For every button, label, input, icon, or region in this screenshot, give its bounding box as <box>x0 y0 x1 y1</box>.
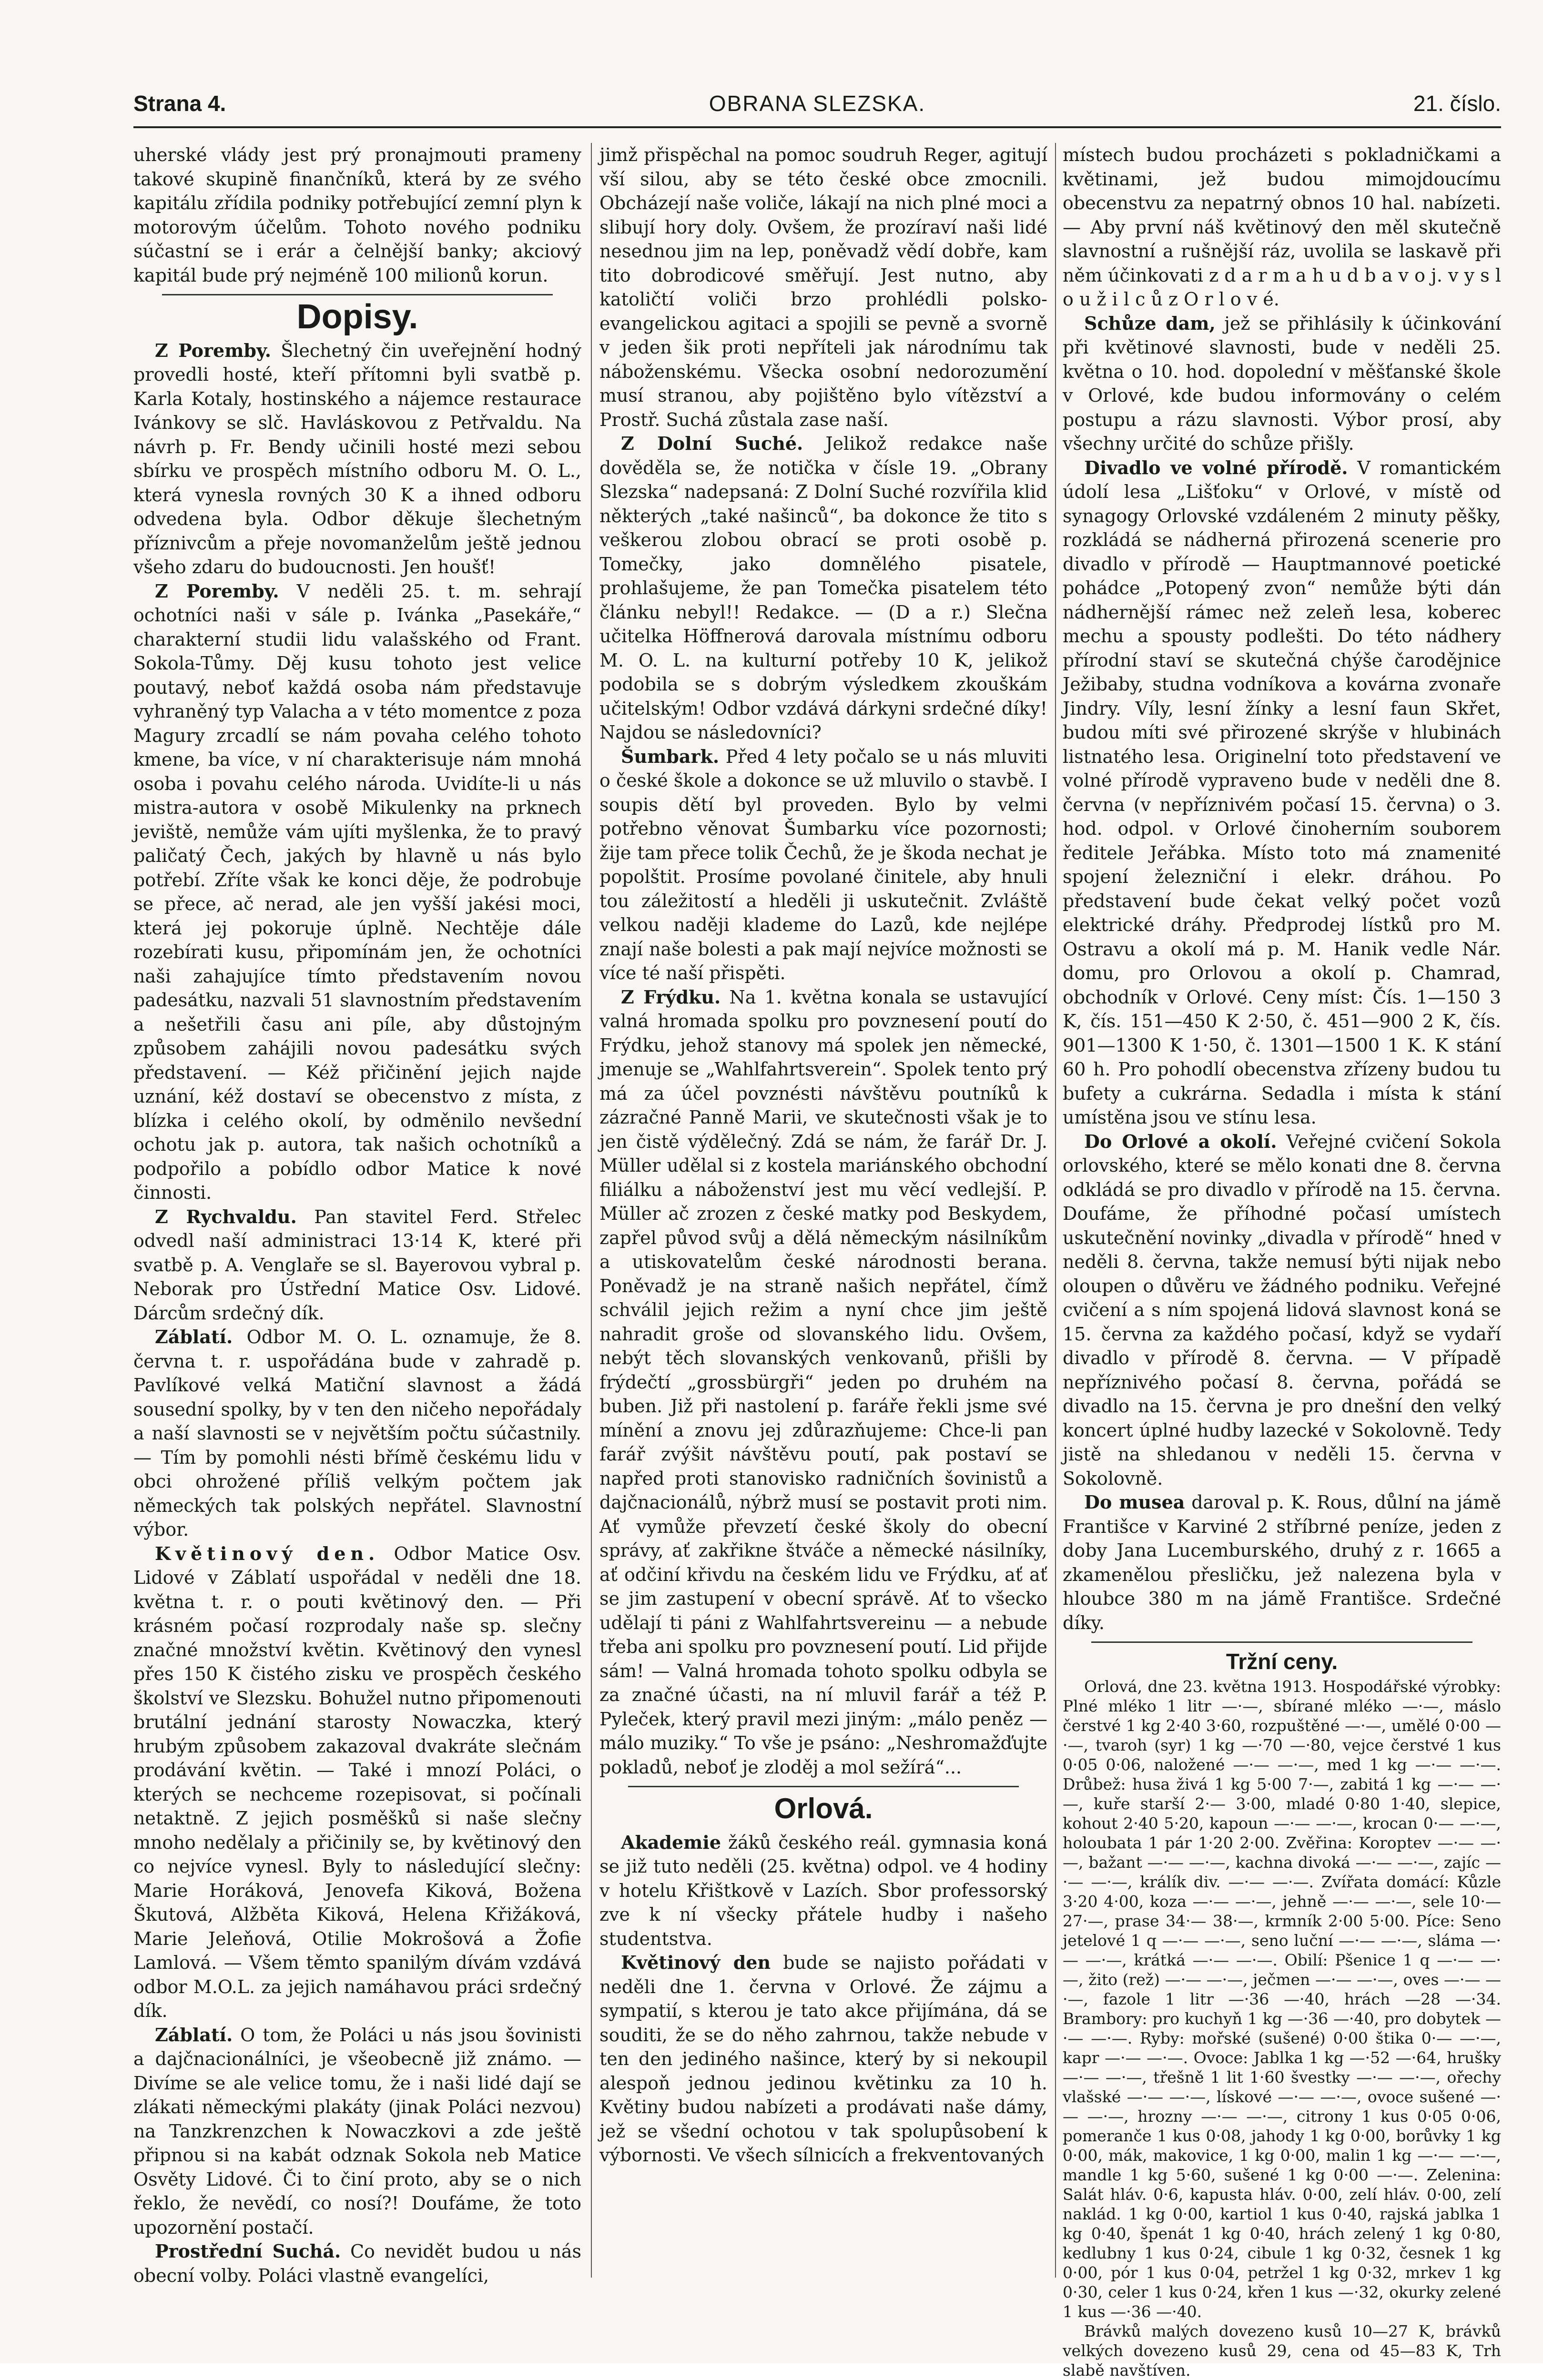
item-lead: Záblatí. <box>155 2024 233 2046</box>
item-lead: Schůze dam, <box>1084 312 1216 334</box>
market-prices: Orlová, dne 23. května 1913. Hospodářské výrobky: Plné mléko 1 litr —·—, sbírané mléko —·—, máslo čerstvé 1 kg 2·40 3·60, rozpuštěné —·—, umělé 0·00 —·—, tvaroh (syr) 1 kg —·70 —·80, vejce čerstvé 1 kus 0·05 0·06, naložené —·— —·—, med 1 kg —·— —·—. Drůbež: husa živá 1 kg 5·00 7·—, zabitá 1 kg —·— —·—, kuře starší 2·— 3·00, mladé 0·80 1·40, slepice, kohout 2·40 5·20, kapoun —·— —·—, krocan 0·— —·—, holoubata 1 pár 1·20 2·00. Zvěřina: Koroptev —·— —·—, bažant —·— —·—, kachna divoká —·— —·—, zajíc —·— —·—, králík div. —·— —·—. Zvířata domácí: Kůzle 3·20 4·00, koza —·— —·—, jehně —·— —·—, sele 10·— 27·—, prase 34·— 38·—, krmník 2·00 5·00. Píce: Seno jetelové 1 q —·— —·—, seno luční —·— —·—, sláma —·— —·—, krátká —·— —·—. Obilí: Pšenice 1 q —·— —·—, žito (rež) —·— —·—, ječmen —·— —·—, oves —·— —·—, fazole 1 litr —·36 —·40, hrách —28 —·34. Brambory: pro kuchyň 1 kg —·36 —·40, pro dobytek —·— —·—. Ryby: mořské (sušené) 0·00 štika 0·— —·—, kapr —·— —·—. Ovoce: Jablka 1 kg —·52 —·64, hrušky —·— —·—, třešně 1 lit 1·60 švestky —·— —·—, ořechy vlašské —·— —·—, lískové —·— —·—, ovoce sušené —·— —·—, hrozny —·— —·—, citrony 1 kus 0·05 0·06, pomeranče 1 kus 0·08, jahody 1 kg 0·00, borůvky 1 kg 0·00, mák, makovice, 1 kg 0·00, malin 1 kg —·— —·—, mandle 1 kg 5·60, sušené 1 kg 0·00 —·—. Zelenina: Salát hláv. 0·6, kapusta hláv. 0·00, zelí hláv. 0·00, zelí naklád. 1 kg 0·00, kartiol 1 kus 0·40, rajská jablka 1 kg 0·40, špenát 1 kg 0·40, hrách zelený 1 kg 0·80, kedlubny 1 kus 0·24, cibule 1 kg 0·32, česnek 1 kg 0·00, pór 1 kus 0·04, petržel 1 kg 0·32, mrkev 1 kg 0·30, celer 1 kus 0·24, křen 1 kus —·32, okurky zelené 1 kus —·36 —·40. <box>1063 1677 1501 2321</box>
item-text: Na 1. května konala se ustavující valná hromada spolku pro povznesení poutí do Frýdku, jehož stanovy má spolek jen německé, jmenuje se „Wahlfahrtsverein“. Spolek tento prý má za účel povznésti návštěvu poutníků k zázračné Panně Marii, ve skutečnosti však je to jen čistě výdělečný. Zdá se nám, že farář Dr. J. Müller udělal si z kostela mariánského obchodní filiálku a náboženství jest mu věcí vedlejší. P. Müller ač zrozen z české matky pod Beskydem, zapřel původ svůj a dělá německým násilníkům a utiskovatelům české národnosti berana. Poněvadž je na straně našich nepřátel, čímž schválil jejich režim a nyní chce jim ještě nahradit groše od slovanského lidu. Ovšem, nebýt těch slovanských venkovanů, přišli by frýdečtí „grossbürgři“ jeden po druhém na buben. Již při nastolení p. faráře řekli jsme své mínění a znovu jej zdůrazňujeme: Chce-li pan farář zvýšit návštěvu poutí, pak postaví se napřed proti stanovisko radničních šovinistů a dajčnacionálů, nýbrž musí se postavit proti nim. Ať vymůže převzetí české školy do obecní správy, ať zakřikne štváče a německé násilníky, ať odčiní křivdu na českém lidu ve Frýdku, ať ať se jim zastupení v obecní správě. Ať to všecko udělají ti páni z Wahlfahrtsvereinu — a nebude třeba ani spolku pro povznesení poutí. Lid přijde sám! — Valná hromada tohoto spolku odbyla se za značné účasti, na ní mluvil farář a též P. Pyleček, který pravil mezi jiným: „málo peněz — málo muziky.“ To vše je psáno: „Neshromažďujte pokladů, neboť je zloděj a mol sežírá“... <box>599 986 1047 1778</box>
item-lead: Akademie <box>621 1831 721 1853</box>
article-continuation: uherské vlády jest prý pronajmouti prameny takové skupině finančníků, která by ze svého kapitálu zřídila podniky potřebující zemní plyn k motorovým účelům. Tohoto nového podniku súčastní se i erár a čelnější banky; akciový kapitál bude prý nejméně 100 milionů korun. <box>133 144 581 286</box>
item-text: Šlechetný čin uveřejnění hodný provedli hosté, kteří přítomni byli svatbě p. Karla Kotaly, hostinského a nájemce restaurace Ivánkovy se slč. Havláskovou z Petřvaldu. Na návrh p. Fr. Bendy učinili hosté mezi sebou sbírku ve prospěch místního odboru M. O. L., která vynesla rovných 30 K a ihned odboru odvedena byla. Odbor děkuje šlechetným příznivcům a přeje novomanželům ještě jednou všeho zdaru do budoucnosti. Jen houšť! <box>133 340 581 577</box>
item-text: O tom, že Poláci u nás jsou šovinisti a dajčnacionálníci, je všeobecně již známo. — Divíme se ale velice tomu, že i naši lidé dají se zlákati německými plakáty (jinak Poláci nezvou) na Tanzkrenzchen k Nowaczkovi a zde ještě připnou si na kabát odznak Sokola neb Matice Osvěty Lidové. Či to činí proto, aby se o nich řeklo, že nevědí, co nosí?! Doufáme, že toto upozornění postačí. <box>133 2024 581 2238</box>
item-lead: Záblatí. <box>155 1326 233 1347</box>
news-item <box>599 1951 1047 2167</box>
news-item <box>133 2239 581 2288</box>
article-continuation <box>1063 143 1501 312</box>
item-text: V romantickém údolí lesa „Lišťoku“ v Orlové, v místě od synagogy Orlovské vzdáleném 2 minuty pěšky, rozkládá se nádherná přirozená scenerie pro divadlo v přírodě — Hauptmannové poetické pohádce „Potopený zvon“ nemůže býti dán nádhernější rámec než zeleň lesa, koberec mechu a spousty podlešti. Do této nádhery přírodní staví se skutečná chýše čarodějnice Ježibaby, studna vodníkova a kovárna zvonaře Jindry. Víly, lesní žínky a lesní faun Skřet, budou míti své přirozené skrýše v hlubinách listnatého lesa. Originelní toto představení ve volné přírodě vypraveno bude v neděli dne 8. června (v nepříznivém počasí 15. června) o 3. hod. odpol. v Orlové činoherním souborem ředitele Jeřábka. Místo toto má znamenité spojení železniční i elekr. dráhou. Po představení bude čekat velký počet vozů elektrické dráhy. Předprodej lístků pro M. Ostravu a okolí má p. M. Hanik vedle Nár. domu, pro Orlovou a okolí p. Chamrad, obchodník v Orlové. Ceny míst: Čís. 1—150 3 K, čís. 151—450 K 2·50, č. 451—900 2 K, čís. 901—1300 K 1·50, č. 1301—1500 1 K. K stání 60 h. Pro pohodlí obecenstva zřízeny budou tu bufety a cukrárna. Sedadla i místa k stání umístěna jsou ve stínu lesa. <box>1063 457 1501 1128</box>
column-divider <box>1055 143 1056 2278</box>
news-item <box>599 1831 1047 1951</box>
column-1 <box>133 143 581 2288</box>
item-lead: Z Poremby. <box>155 339 271 361</box>
news-item <box>1063 1490 1501 1635</box>
item-lead: Z Poremby. <box>155 580 279 602</box>
market-prices-heading: Tržní ceny. <box>1226 1649 1338 1674</box>
header-rule <box>133 126 1501 128</box>
news-item <box>1063 1130 1501 1491</box>
item-text: jež se přihlásily k účinkování při květinové slavnosti, bude v neděli 25. května o 10. hod. dopolední v měšťanské škole v Orlové, kde budou informovány o celém postupu a rázu slavnosti. Výbor prosí, aby všechny určité do schůze přišly. <box>1063 313 1501 454</box>
page-header <box>133 91 1501 129</box>
item-text: Jelikož redakce naše dověděla se, že notička v čísle 19. „Obrany Slezska“ nadepsaná: Z Dolní Suché rozvířila klid některých „také našinců“, ba dokonce že tito s veškerou zlobou obrací se proti osobě p. Tomečky, jako domnělého pisatele, prohlašujeme, že pan Tomečka pisatelem této článku nebyl!! Redakce. — (D a r.) Slečna učitelka Höffnerová darovala místnímu odboru M. O. L. na kulturní potřeby 10 K, jelikož podobila se s dobrým výsledkem zkouškám učitelským! Odbor vzdává dárkyni srdečné díky! Najdou se následovníci? <box>599 433 1047 743</box>
item-text: Odbor M. O. L. oznamuje, že 8. června t. r. uspořádána bude v zahradě p. Pavlíkové velká Matiční slavnost a žádá sousední spolky, by v ten den ničeho nepořádaly a naší slavnosti se v největším počtu súčastnily. — Tím by pomohli nésti břímě českému lidu v obci ohrožené příliš velkým počtem jak německých tak polských nepřátel. Slavnostní výbor. <box>133 1327 581 1540</box>
news-item <box>133 579 581 1205</box>
section-heading: Orlová. <box>774 1793 873 1824</box>
page-number: Strana 4. <box>133 91 226 116</box>
item-text: bude se najisto pořádati v neděli dne 1. června v Orlové. Že zájmu a sympatií, s kterou je tato akce přijímána, dá se souditi, že se do něho zahrnou, takže nebude v ten den jediného našince, který by si nekoupil alespoň jednou jedinou květinku za 10 h. Květiny budou nabízeti a prodávati naše dámy, jež se všední ochotou v tak spolupůsobení k výbornosti. Ve všech sílnicích a frekventovaných <box>599 1952 1047 2166</box>
item-lead: Z Rychvaldu. <box>155 1205 297 1227</box>
item-text: daroval p. K. Rous, důlní na jámě Františce v Karviné 2 stříbrné peníze, jeden z doby Jana Lucemburského, druhý z r. 1665 a zkamenělou přesličku, jež nalezena byla v hloubce 380 m na jámě Františce. Srdečné díky. <box>1063 1492 1501 1633</box>
item-lead: Šumbark. <box>621 745 720 767</box>
item-text: Veřejné cvičení Sokola orlovského, které se mělo konati dne 8. června odkládá se pro divadlo v přírodě na 15. června. Doufáme, že příhodné počasí umístech uskutečnění novinky „divadla v přírodě“ hned v neděli 8. června, takže nemusí býti nijak nebo oloupen o důvěru ve žádného podniku. Veřejné cvičení a s ním spojená lidová slavnost koná se 15. června za každého počasí, když se vydaří divadlo v přírodě 8. června. — V případě nepříznivého počasí 8. června, pořádá se divadlo na 15. června je pro dnešní den velký koncert úplné hudby lazecké v Sokolovně. Tedy jistě na shledanou v neděli 15. června v Sokolovně. <box>1063 1131 1501 1489</box>
market-note: Brávků malých dovezeno kusů 10—27 K, brávků velkých dovezeno kusů 29, cena od 45—83 K, Trh slabě navštíven. <box>1063 2321 1501 2380</box>
item-lead: Divadlo ve volné přírodě. <box>1084 456 1348 478</box>
news-item <box>133 339 581 579</box>
news-item <box>1063 312 1501 456</box>
item-text: Odbor Matice Osv. Lidové v Záblatí uspořádal v neděli dne 18. května t. r. o pouti květinový den. — Při krásném počasí rozprodaly naše sp. slečny značné množství květin. Květinový den vynesl přes 150 K čistého zisku ve prospěch českého školství ve Slezsku. Bohužel nutno připomenouti brutální jednání starosty Nowaczka, který hrubým způsobem zakazoval dvakráte slečnám prodávání květin. — Také i mnozí Poláci, o kterých se nechceme rozepisovat, si počínali netaktně. Z jejich posměšků si naše slečny mnoho nedělaly a přičinily se, by květinový den co nejvíce vynesl. Byly to následující slečny: Marie Horáková, Jenovefa Kiková, Božena Škutová, Alžběta Kiková, Helena Křižáková, Marie Jeleňová, Otilie Mokrošová a Žofie Lamlová. — Všem těmto spanilým dívám vzdává odbor M.O.L. za jejich namáhavou práci srdečný dík. <box>133 1543 581 2021</box>
item-text: Pan stavitel Ferd. Střelec odvedl naší administraci 13·14 K, které při svatbě p. A. Venglaře se sl. Bayerovou vybral p. Neborak pro Ústřední Matice Osv. Lidové. Dárcům srdečný dík. <box>133 1206 581 1324</box>
news-item <box>599 745 1047 985</box>
news-item <box>133 1205 581 1326</box>
item-lead: Květinový den <box>621 1952 771 1973</box>
newspaper-title: OBRANA SLEZSKA. <box>709 91 926 116</box>
issue-number: 21. číslo. <box>1413 91 1501 116</box>
news-item <box>1063 456 1501 1130</box>
news-item <box>133 1542 581 2023</box>
column-divider <box>591 143 592 2278</box>
item-lead: Do Orlové a okolí. <box>1084 1130 1277 1152</box>
section-heading: Dopisy. <box>296 298 418 336</box>
item-text: Co nevidět budou u nás obecní volby. Poláci vlastně evangelíci, <box>133 2241 581 2286</box>
news-item <box>133 1325 581 1542</box>
item-lead: Z Frýdku. <box>621 986 721 1008</box>
divider <box>628 1786 1019 1787</box>
column-2 <box>599 143 1047 2167</box>
item-text: V neděli 25. t. m. sehrají ochotníci naši v sále p. Ivánka „Pasekáře,“ charakterní studii lidu valašského od Frant. Sokola-Tůmy. Děj kusu tohoto jest velice poutavý, neboť každá osoba nám představuje vyhraněný typ Valacha a v této momentce z poza Magury zrcadlí se nám povaha celého tohoto kmene, ba více, v ní charakterisuje nám mnohá osoba i povahu celého národa. Uvidíte-li u nás mistra-autora v osobě Mikulenky na prknech jeviště, nemůže vám ujíti myšlenka, že to pravý paličatý Čech, jakých by hlavně u nás bylo potřebí. Zříte však ke konci děje, že podrobuje se přece, ač nerad, ale jen vyšší jakési moci, která jej pokoruje úplně. Nechtěje dále rozebírati kusu, připomínám jen, že ochotníci naši zahajujíce tímto představením novou padesátku, nazvali 51 slavnostním představením a nešetřili času ani píle, aby důstojným způsobem zahájili novou padesátku svých představení. — Kéž přičinění jejich najde uznání, kéž dostaví se obecenstvo z místa, z blízka i celého okolí, by odměnilo nevšední ochotu jak p. autora, tak našich ochotníků a podpořilo a pobídlo odbor Matice k nové činnosti. <box>133 580 581 1203</box>
item-lead: Do musea <box>1084 1491 1185 1513</box>
divider <box>1091 1641 1472 1643</box>
news-item <box>133 2023 581 2240</box>
item-text: žáků českého reál. gymnasia koná se již tuto neděli (25. května) odpol. ve 4 hodiny v hotelu Křištkově v Lazích. Sbor professorský zve k ní všecky přátele hudby i našeho studentstva. <box>599 1832 1047 1949</box>
item-lead: Květinový den. <box>155 1542 380 1564</box>
spaced-text: z d a r m a h u d b a v o j. v y s l o u ž i l c ů z O r l o v é. <box>1063 264 1501 310</box>
article-continuation: jimž přispěchal na pomoc soudruh Reger, agitují vší silou, aby se této české obce zmocnili. Obcházejí naše voliče, lákají na nich plné moci a slibují hory doly. Ovšem, že prozíraví naši lidé nesednou jim na lep, poněvadž vědí dobře, kam tito dobrodicové směřují. Jest nutno, aby katoličtí voliči brzo prohlédli polsko-evangelickou agitaci a spojili se pevně a svorně v jeden šik proti nepříteli jak národnímu tak náboženskému. Všecka osobní nedorozumění musí stranou, aby pojištěno bylo vítězství a Prostř. Suchá zůstala zase naší. <box>599 144 1047 430</box>
item-text: Před 4 lety počalo se u nás mluviti o české škole a dokonce se už mluvilo o stavbě. I soupis dětí byl proveden. Bylo by velmi potřebno věnovat Šumbarku více pozornosti; žije tam přece tolik Čechů, že je škoda nechat je popolštit. Prosíme povolané činitele, aby hnuli tou záležitostí a hleděli ji uskutečnit. Zvláště velkou naději klademe do Lazů, kde nejlépe znají naše bolesti a pak mají nejvíce možnosti se více té naší přispěti. <box>599 746 1047 983</box>
item-lead: Prostřední Suchá. <box>155 2240 341 2262</box>
divider <box>162 294 553 295</box>
news-item <box>599 985 1047 1780</box>
column-3 <box>1063 143 1501 2380</box>
item-text: místech budou procházeti s pokladničkami a květinami, jež budou mimojdoucímu obecenstvu za nepatrný obnos 10 hal. nabízeti. — Aby první náš květinový den měl skutečně slavnostní a rušnější ráz, uvolila se laskavě při něm účinkovati <box>1063 144 1501 286</box>
news-item <box>599 432 1047 745</box>
item-lead: Z Dolní Suché. <box>621 433 803 454</box>
